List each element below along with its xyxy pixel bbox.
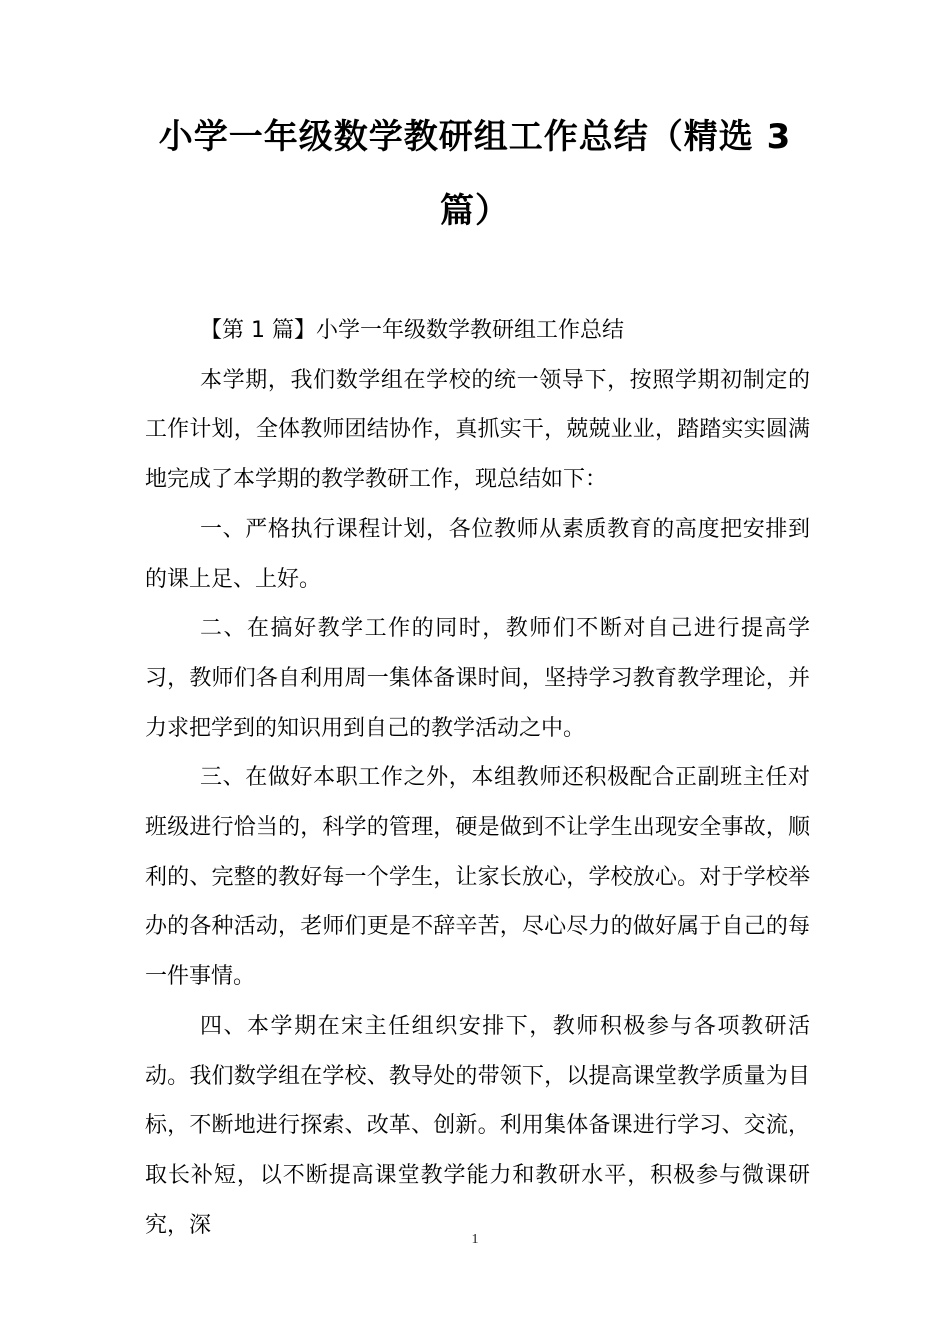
- title-line-1: 小学一年级数学教研组工作总结（精选 3: [158, 117, 792, 157]
- paragraph: 三、在做好本职工作之外，本组教师还积极配合正副班主任对班级进行恰当的，科学的管理，硬是做到不让学生出现安全事故，顺利的、完整的教好每一个学生，让家长放心，学校放心。对于学校举办的各种活动，老师们更是不辞辛苦，尽心尽力的做好属于自己的每一件事情。: [145, 765, 810, 990]
- title-line-2: 篇）: [440, 191, 510, 231]
- document-title: [140, 100, 810, 248]
- paragraph: 二、在搞好教学工作的同时，教师们不断对自己进行提高学习，教师们各自利用周一集体备课时间，坚持学习教育教学理论，并力求把学到的知识用到自己的教学活动之中。: [145, 616, 810, 741]
- paragraph: 本学期，我们数学组在学校的统一领导下，按照学期初制定的工作计划，全体教师团结协作，真抓实干，兢兢业业，踏踏实实圆满地完成了本学期的教学教研工作，现总结如下：: [145, 367, 810, 493]
- document-body: [145, 306, 810, 1250]
- paragraph: 一、严格执行课程计划，各位教师从素质教育的高度把安排到的课上足、上好。: [145, 516, 810, 592]
- page-number: 1: [471, 1232, 479, 1247]
- section-heading: 【第 1 篇】小学一年级数学教研组工作总结: [200, 318, 624, 343]
- paragraph: 四、本学期在宋主任组织安排下，教师积极参与各项教研活动。我们数学组在学校、教导处的带领下，以提高课堂教学质量为目标，不断地进行探索、改革、创新。利用集体备课进行学习、交流，取长补短，以不断提高课堂教学能力和教研水平，积极参与微课研究，深: [145, 1013, 810, 1238]
